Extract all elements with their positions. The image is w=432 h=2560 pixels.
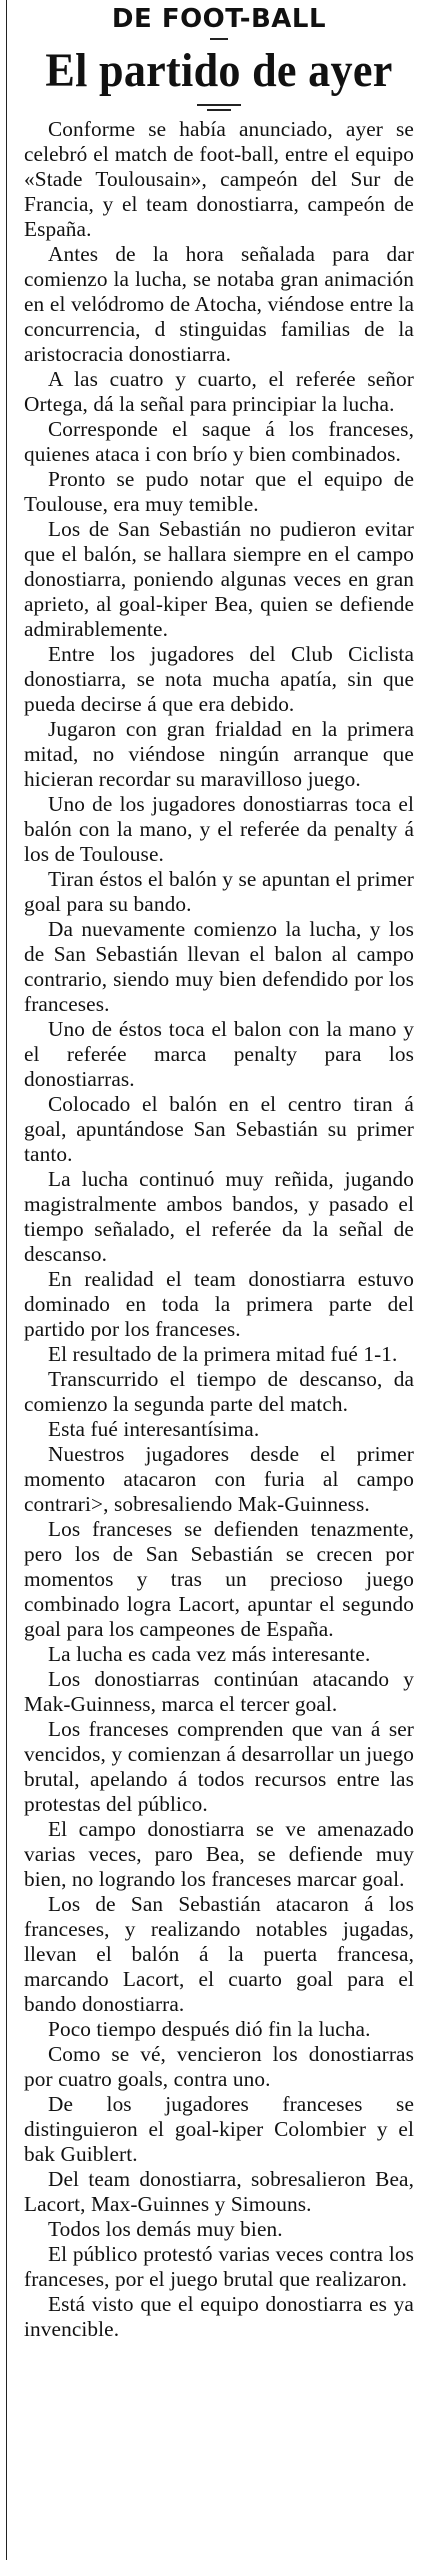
paragraph: Los franceses comprenden que van á ser vencidos, y comienzan á desarrollar un juego brutal, apelando á todos recursos entre las protestas del público. — [24, 1717, 414, 1816]
paragraph: Poco tiempo después dió fin la lucha. — [48, 2017, 371, 2041]
paragraph: Los de San Sebastián no pudieron evitar que el balón, se hallara siempre en el campo donostiarra, poniendo algunas veces en gran aprieto, al goal-kiper Bea, quien se defiende admirablemente. — [24, 517, 414, 641]
paragraph: Nuestros jugadores desde el primer momento atacaron con furia al campo contrari>, sobresaliendo Mak-Guinness. — [24, 1442, 414, 1516]
paragraph: Colocado el balón en el centro tiran á goal, apuntándose San Sebastián su primer tanto. — [24, 1092, 414, 1166]
paragraph: El campo donostiarra se ve amenazado varias veces, paro Bea, se defiende muy bien, no logrando los franceses marcar goal. — [24, 1817, 414, 1891]
paragraph: Corresponde el saque á los franceses, quienes ataca i con brío y bien combinados. — [24, 417, 414, 466]
paragraph: Conforme se había anunciado, ayer se celebró el match de foot-ball, entre el equipo «Stade Toulousain», campeón del Sur de Francia, y el team donostiarra, campeón de España. — [24, 117, 414, 241]
headline-ornament — [197, 104, 241, 111]
paragraph: Como se vé, vencieron los donostiarras por cuatro goals, contra uno. — [24, 2042, 414, 2091]
paragraph: Uno de éstos toca el balon con la mano y el referée marca penalty para los donostiarras. — [24, 1017, 414, 1091]
paragraph: La lucha es cada vez más interesante. — [48, 1642, 371, 1666]
paragraph: Todos los demás muy bien. — [48, 2217, 283, 2241]
paragraph: Los donostiarras continúan atacando y Mak-Guinness, marca el tercer goal. — [24, 1667, 414, 1716]
paragraph: Está visto que el equipo donostiarra es ya invencible. — [24, 2292, 414, 2341]
paragraph: A las cuatro y cuarto, el referée señor Ortega, dá la señal para principiar la lucha. — [24, 367, 414, 416]
paragraph: Jugaron con gran frialdad en la primera mitad, no viéndose ningún arranque que hicieran recordar su maravilloso juego. — [24, 717, 414, 791]
paragraph: Antes de la hora señalada para dar comienzo la lucha, se notaba gran animación en el velódromo de Atocha, viéndose entre la concurrencia, d stinguidas familias de la aristocracia donostiarra. — [24, 242, 414, 366]
paragraph: El público protestó varias veces contra los franceses, por el juego brutal que realizaron. — [24, 2242, 414, 2291]
paragraph: En realidad el team donostiarra estuvo dominado en toda la primera parte del partido por los franceses. — [24, 1267, 414, 1341]
section-heading: DE FOOT-BALL — [111, 4, 327, 34]
paragraph: De los jugadores franceses se distinguieron el goal-kiper Colombier y el bak Guiblert. — [24, 2092, 414, 2166]
paragraph: La lucha continuó muy reñida, jugando magistralmente ambos bandos, y pasado el tiempo señalado, el referée da la señal de descanso. — [24, 1167, 414, 1266]
paragraph: El resultado de la primera mitad fué 1-1. — [48, 1342, 398, 1366]
paragraph: Esta fué interesantísima. — [48, 1417, 260, 1441]
paragraph: Los de San Sebastián atacaron á los franceses, y realizando notables jugadas, llevan el balón á la puerta francesa, marcando Lacort, el cuarto goal para el bando donostiarra. — [24, 1892, 414, 2016]
paragraph: Uno de los jugadores donostiarras toca el balón con la mano, y el referée da penalty á los de Toulouse. — [24, 792, 414, 866]
paragraph: Tiran éstos el balón y se apuntan el primer goal para su bando. — [24, 867, 414, 916]
headline: El partido de ayer — [45, 44, 393, 97]
paragraph: Pronto se pudo notar que el equipo de Toulouse, era muy temible. — [24, 467, 414, 516]
article-column — [24, 4, 414, 2342]
paragraph: Entre los jugadores del Club Ciclista donostiarra, se nota mucha apatía, sin que pueda decirse á que era debido. — [24, 642, 414, 716]
paragraph: Los franceses se defienden tenazmente, pero los de San Sebastián se crecen por momentos y tras un precioso juego combinado logra Lacort, apuntar el segundo goal para los campeones de España. — [24, 1517, 414, 1641]
section-divider — [210, 38, 228, 40]
paragraph: Del team donostiarra, sobresalieron Bea, Lacort, Max-Guinnes y Simouns. — [24, 2167, 414, 2216]
paragraph: Transcurrido el tiempo de descanso, da comienzo la segunda parte del match. — [24, 1367, 414, 1416]
article-body — [24, 117, 414, 2342]
paragraph: Da nuevamente comienzo la lucha, y los de San Sebastián llevan el balon al campo contrario, siendo muy bien defendido por los franceses. — [24, 917, 414, 1016]
column-rule — [6, 0, 7, 2560]
